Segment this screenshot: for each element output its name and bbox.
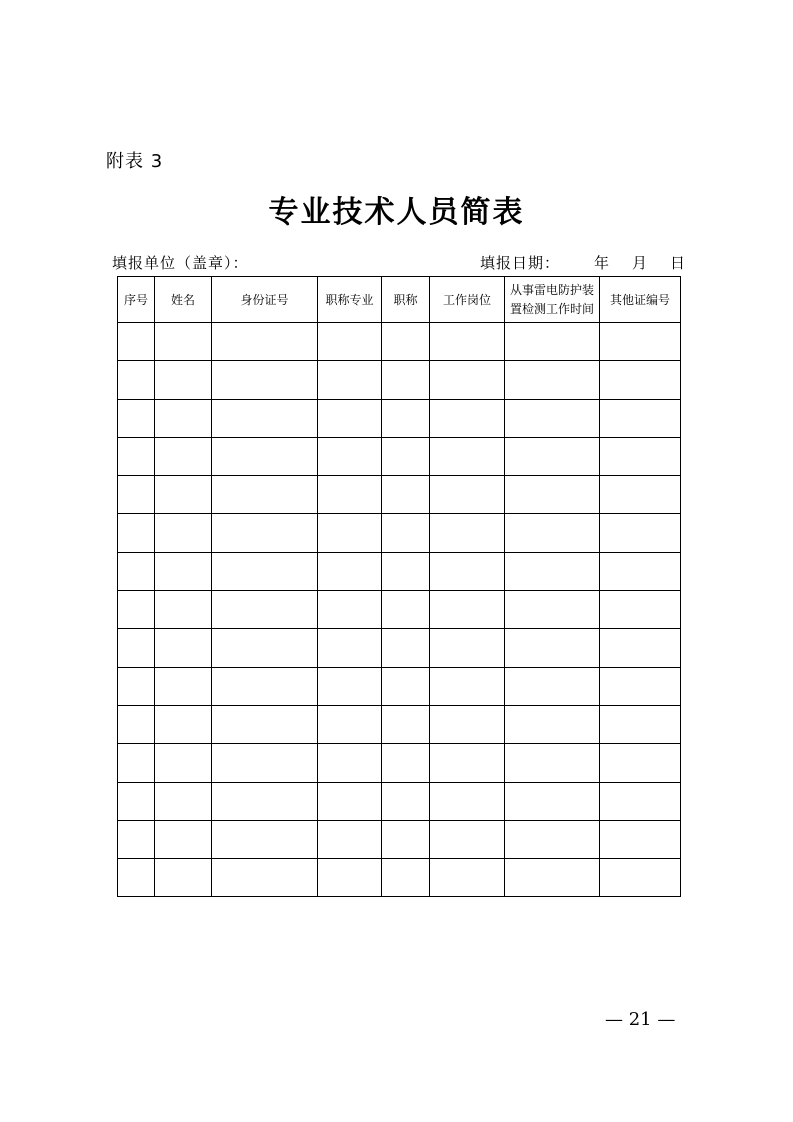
cell-index[interactable] <box>118 361 155 399</box>
cell-other-cert-number[interactable] <box>600 705 681 743</box>
table-row <box>118 437 681 475</box>
table-body <box>118 323 681 897</box>
table-row <box>118 476 681 514</box>
cell-work-duration[interactable] <box>505 820 600 858</box>
cell-name[interactable] <box>155 399 212 437</box>
staff-table <box>117 276 681 897</box>
table-row <box>118 591 681 629</box>
cell-position[interactable] <box>430 323 505 361</box>
header-other-cert-number: 其他证编号 <box>600 277 681 323</box>
cell-work-duration[interactable] <box>505 361 600 399</box>
cell-title[interactable] <box>382 744 430 782</box>
cell-position[interactable] <box>430 629 505 667</box>
header-title: 职称 <box>382 277 430 323</box>
cell-title-specialty[interactable] <box>318 437 382 475</box>
cell-name[interactable] <box>155 476 212 514</box>
cell-position[interactable] <box>430 361 505 399</box>
cell-index[interactable] <box>118 667 155 705</box>
header-id-number: 身份证号 <box>212 277 318 323</box>
cell-title[interactable] <box>382 667 430 705</box>
header-index: 序号 <box>118 277 155 323</box>
cell-title-specialty[interactable] <box>318 476 382 514</box>
cell-title[interactable] <box>382 859 430 897</box>
header-work-duration <box>505 277 600 323</box>
cell-id-number[interactable] <box>212 667 318 705</box>
cell-other-cert-number[interactable] <box>600 437 681 475</box>
fill-date-day: 日 <box>670 254 687 272</box>
cell-index[interactable] <box>118 782 155 820</box>
cell-work-duration[interactable] <box>505 399 600 437</box>
cell-title-specialty[interactable] <box>318 323 382 361</box>
cell-name[interactable] <box>155 552 212 590</box>
table-row <box>118 552 681 590</box>
cell-work-duration[interactable] <box>505 323 600 361</box>
cell-index[interactable] <box>118 323 155 361</box>
cell-work-duration[interactable] <box>505 476 600 514</box>
cell-id-number[interactable] <box>212 514 318 552</box>
header-title-specialty: 职称专业 <box>318 277 382 323</box>
cell-position[interactable] <box>430 514 505 552</box>
cell-id-number[interactable] <box>212 323 318 361</box>
cell-id-number[interactable] <box>212 437 318 475</box>
cell-name[interactable] <box>155 744 212 782</box>
header-position: 工作岗位 <box>430 277 505 323</box>
header-work-duration-line1: 从事雷电防护装 <box>509 282 594 297</box>
cell-title[interactable] <box>382 323 430 361</box>
page-number: — 21 — <box>605 1009 676 1030</box>
cell-work-duration[interactable] <box>505 667 600 705</box>
table-row <box>118 514 681 552</box>
cell-index[interactable] <box>118 552 155 590</box>
fill-date-label: 填报日期： <box>480 254 561 272</box>
cell-other-cert-number[interactable] <box>600 399 681 437</box>
cell-title[interactable] <box>382 629 430 667</box>
cell-title[interactable] <box>382 361 430 399</box>
cell-title[interactable] <box>382 820 430 858</box>
cell-index[interactable] <box>118 514 155 552</box>
table-header-row <box>118 277 681 323</box>
cell-position[interactable] <box>430 744 505 782</box>
table-row <box>118 820 681 858</box>
cell-title-specialty[interactable] <box>318 744 382 782</box>
page-title: 专业技术人员简表 <box>268 195 525 230</box>
cell-other-cert-number[interactable] <box>600 514 681 552</box>
cell-work-duration[interactable] <box>505 514 600 552</box>
table-row <box>118 399 681 437</box>
cell-title[interactable] <box>382 552 430 590</box>
cell-position[interactable] <box>430 667 505 705</box>
table-row <box>118 705 681 743</box>
cell-position[interactable] <box>430 437 505 475</box>
cell-other-cert-number[interactable] <box>600 476 681 514</box>
cell-title-specialty[interactable] <box>318 859 382 897</box>
cell-title[interactable] <box>382 476 430 514</box>
cell-other-cert-number[interactable] <box>600 820 681 858</box>
cell-id-number[interactable] <box>212 859 318 897</box>
cell-id-number[interactable] <box>212 361 318 399</box>
cell-index[interactable] <box>118 399 155 437</box>
cell-other-cert-number[interactable] <box>600 744 681 782</box>
cell-other-cert-number[interactable] <box>600 859 681 897</box>
cell-index[interactable] <box>118 820 155 858</box>
cell-id-number[interactable] <box>212 782 318 820</box>
fill-date-year: 年 <box>594 254 611 272</box>
cell-index[interactable] <box>118 859 155 897</box>
cell-id-number[interactable] <box>212 552 318 590</box>
cell-other-cert-number[interactable] <box>600 629 681 667</box>
cell-name[interactable] <box>155 705 212 743</box>
cell-index[interactable] <box>118 629 155 667</box>
table-row <box>118 323 681 361</box>
cell-index[interactable] <box>118 744 155 782</box>
cell-title-specialty[interactable] <box>318 361 382 399</box>
cell-name[interactable] <box>155 437 212 475</box>
cell-title-specialty[interactable] <box>318 399 382 437</box>
cell-position[interactable] <box>430 820 505 858</box>
cell-position[interactable] <box>430 705 505 743</box>
cell-title-specialty[interactable] <box>318 552 382 590</box>
cell-title-specialty[interactable] <box>318 591 382 629</box>
cell-index[interactable] <box>118 591 155 629</box>
cell-other-cert-number[interactable] <box>600 552 681 590</box>
header-name: 姓名 <box>155 277 212 323</box>
cell-position[interactable] <box>430 591 505 629</box>
cell-other-cert-number[interactable] <box>600 361 681 399</box>
cell-name[interactable] <box>155 361 212 399</box>
cell-other-cert-number[interactable] <box>600 591 681 629</box>
fill-date-month: 月 <box>632 254 649 272</box>
cell-title-specialty[interactable] <box>318 820 382 858</box>
cell-name[interactable] <box>155 629 212 667</box>
cell-name[interactable] <box>155 667 212 705</box>
cell-position[interactable] <box>430 552 505 590</box>
cell-title[interactable] <box>382 591 430 629</box>
cell-index[interactable] <box>118 705 155 743</box>
cell-title-specialty[interactable] <box>318 629 382 667</box>
cell-index[interactable] <box>118 437 155 475</box>
cell-other-cert-number[interactable] <box>600 667 681 705</box>
table-row <box>118 361 681 399</box>
cell-work-duration[interactable] <box>505 705 600 743</box>
fill-date <box>480 252 686 273</box>
cell-position[interactable] <box>430 782 505 820</box>
cell-name[interactable] <box>155 782 212 820</box>
cell-title[interactable] <box>382 705 430 743</box>
cell-title[interactable] <box>382 782 430 820</box>
cell-title-specialty[interactable] <box>318 667 382 705</box>
cell-id-number[interactable] <box>212 820 318 858</box>
cell-id-number[interactable] <box>212 629 318 667</box>
cell-work-duration[interactable] <box>505 552 600 590</box>
appendix-label: 附表 3 <box>106 151 164 172</box>
cell-title-specialty[interactable] <box>318 705 382 743</box>
cell-id-number[interactable] <box>212 476 318 514</box>
cell-work-duration[interactable] <box>505 591 600 629</box>
table-row <box>118 629 681 667</box>
cell-name[interactable] <box>155 514 212 552</box>
cell-work-duration[interactable] <box>505 744 600 782</box>
header-work-duration-line2: 置检测工作时间 <box>509 301 594 316</box>
cell-id-number[interactable] <box>212 591 318 629</box>
cell-id-number[interactable] <box>212 744 318 782</box>
table-row <box>118 667 681 705</box>
cell-index[interactable] <box>118 476 155 514</box>
cell-work-duration[interactable] <box>505 782 600 820</box>
cell-position[interactable] <box>430 476 505 514</box>
cell-work-duration[interactable] <box>505 437 600 475</box>
fill-unit-label: 填报单位（盖章）： <box>112 254 249 272</box>
cell-name[interactable] <box>155 591 212 629</box>
table-row <box>118 859 681 897</box>
table-row <box>118 744 681 782</box>
cell-title[interactable] <box>382 437 430 475</box>
cell-name[interactable] <box>155 859 212 897</box>
cell-title[interactable] <box>382 399 430 437</box>
cell-work-duration[interactable] <box>505 629 600 667</box>
cell-position[interactable] <box>430 399 505 437</box>
cell-id-number[interactable] <box>212 705 318 743</box>
cell-name[interactable] <box>155 820 212 858</box>
cell-id-number[interactable] <box>212 399 318 437</box>
cell-title-specialty[interactable] <box>318 782 382 820</box>
cell-position[interactable] <box>430 859 505 897</box>
cell-other-cert-number[interactable] <box>600 782 681 820</box>
cell-other-cert-number[interactable] <box>600 323 681 361</box>
table-row <box>118 782 681 820</box>
cell-work-duration[interactable] <box>505 859 600 897</box>
cell-title[interactable] <box>382 514 430 552</box>
cell-name[interactable] <box>155 323 212 361</box>
cell-title-specialty[interactable] <box>318 514 382 552</box>
